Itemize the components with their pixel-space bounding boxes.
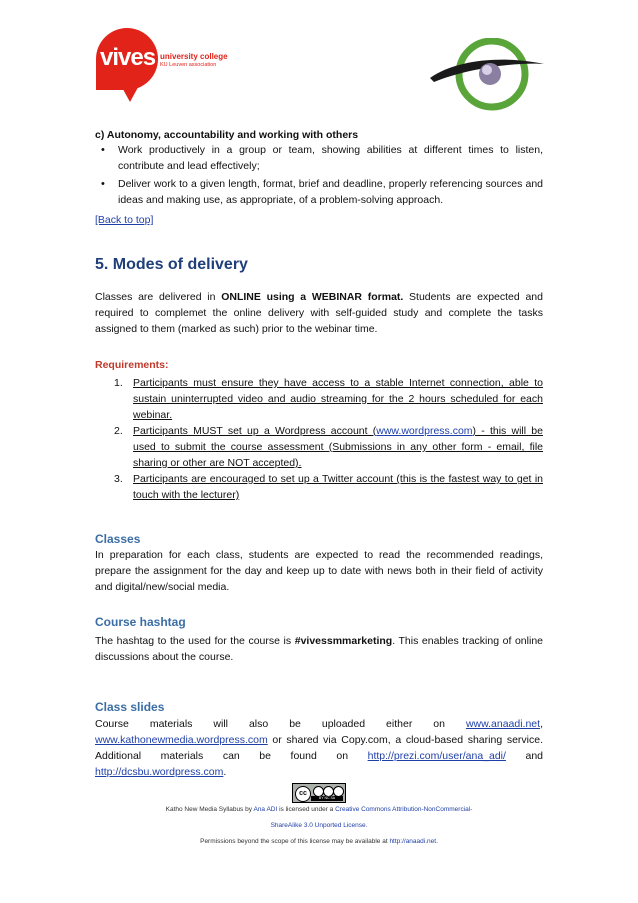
vives-logo-tail <box>118 80 142 102</box>
slides-mid-text: or shared via Copy.com, a cloud-based sharing service. Additional materials can be found on <box>95 734 543 762</box>
delivery-intro-post: Students are expected and required to complemet the online delivery with self-guided study and complete the tasks assigned to them (marked as such) prior to the webinar time. <box>95 291 543 335</box>
vives-logo <box>96 28 246 108</box>
slides-word: uploaded <box>321 718 366 730</box>
vives-logo-association: KU Leuven association <box>160 62 217 68</box>
slides-paragraph <box>95 732 543 780</box>
slides-word: on <box>433 718 445 730</box>
section-5-heading: 5. Modes of delivery <box>95 256 248 273</box>
license-pre: Katho New Media Syllabus by <box>165 806 254 813</box>
section-c-bullet-list <box>95 142 543 210</box>
hashtag-value: #vivessmmarketing <box>294 635 393 647</box>
permissions-link[interactable]: http://anaadi.net <box>389 838 437 845</box>
bullet-item: • Deliver work to a given length, format, brief and deadline, properly referencing sources and ideas and making use, as appropriate, of a problem-solving approach. <box>95 176 543 208</box>
license-link[interactable]: Creative Commons Attribution-NonCommercial- <box>335 806 473 813</box>
permissions-end: . <box>436 838 438 845</box>
license-link-cont[interactable]: ShareAlike 3.0 Unported License. <box>270 822 368 829</box>
delivery-intro-bold: ONLINE using a WEBINAR format. <box>221 291 404 303</box>
back-to-top-link[interactable]: [Back to top] <box>95 214 154 226</box>
hashtag-pre: The hashtag to the used for the course is <box>95 635 295 647</box>
permissions-text: Permissions beyond the scope of this license may be available at <box>200 838 390 845</box>
author-link[interactable]: Ana ADI <box>253 806 278 813</box>
license-mid: is licensed under a <box>277 806 336 813</box>
requirement-item <box>95 471 543 503</box>
slides-word: materials <box>149 718 193 730</box>
slides-word: be <box>289 718 301 730</box>
slides-word: will <box>213 718 228 730</box>
kathonewmedia-link[interactable]: www.kathonewmedia.wordpress.com <box>95 734 268 746</box>
hashtag-post: . This enables tracking of online discussions about the course. <box>95 635 543 663</box>
wordpress-link[interactable]: www.wordpress.com <box>376 425 473 437</box>
hashtag-heading: Course hashtag <box>95 615 186 629</box>
requirement-text: Participants must ensure they have access to a stable Internet connection, able to sustain uninterrupted video and audio streaming for the 2 hours scheduled for each webinar. <box>133 377 543 421</box>
comma: , <box>540 718 543 730</box>
slides-and: and <box>505 750 544 762</box>
prezi-link[interactable]: http://prezi.com/user/ana_adi/ <box>367 750 506 762</box>
slides-first-line <box>95 716 543 732</box>
requirement-text: Participants are encouraged to set up a Twitter account (this is the fastest way to get in touch with the lecturer) <box>133 473 543 501</box>
dcsbu-link[interactable]: http://dcsbu.wordpress.com <box>95 766 224 778</box>
slides-end: . <box>223 766 227 778</box>
vives-logo-word: vives <box>100 44 156 71</box>
globe-logo-icon <box>428 38 546 114</box>
requirements-label: Requirements: <box>95 359 169 371</box>
anaadi-link[interactable]: www.anaadi.net <box>465 718 541 730</box>
requirement-number: 3. <box>114 473 123 485</box>
section-c-heading: c) Autonomy, accountability and working with others <box>95 129 359 141</box>
slides-word: Course <box>95 718 129 730</box>
license-line-2 <box>0 822 638 829</box>
cc-icon: cc <box>295 786 311 802</box>
requirement-text-pre: Participants MUST set up a Wordpress account ( <box>133 425 377 437</box>
requirement-number: 1. <box>114 377 123 389</box>
bullet-item: • Work productively in a group or team, showing abilities at different times to listen, contribute and lead effectively; <box>95 142 543 174</box>
license-line-3 <box>0 838 638 845</box>
slides-word: either <box>386 718 413 730</box>
cc-license-badge[interactable] <box>292 783 346 803</box>
hashtag-paragraph <box>95 633 543 665</box>
cc-strip-text: BY NC SA <box>311 796 343 801</box>
delivery-intro-paragraph <box>95 289 543 337</box>
anaadi-link-wrap <box>466 716 543 732</box>
slides-heading: Class slides <box>95 700 165 714</box>
requirement-number: 2. <box>114 425 123 437</box>
classes-paragraph: In preparation for each class, students are expected to read the recommended readings, prepare the assignment for the day and keep up to date with news both in their field of activity and digital/new/social media. <box>95 549 543 593</box>
license-line-1 <box>0 806 638 813</box>
requirements-list <box>95 375 543 503</box>
delivery-intro-pre: Classes are delivered in <box>95 291 222 303</box>
requirement-item <box>95 423 543 471</box>
slides-word: also <box>248 718 269 730</box>
requirement-text-post: ) - this will be used to submit the course assessment (Submissions in any other form - email, file sharing or other are NOT accepted). <box>133 425 543 469</box>
vives-logo-subtitle: university college <box>160 52 228 61</box>
requirement-item <box>95 375 543 423</box>
classes-heading: Classes <box>95 532 141 546</box>
